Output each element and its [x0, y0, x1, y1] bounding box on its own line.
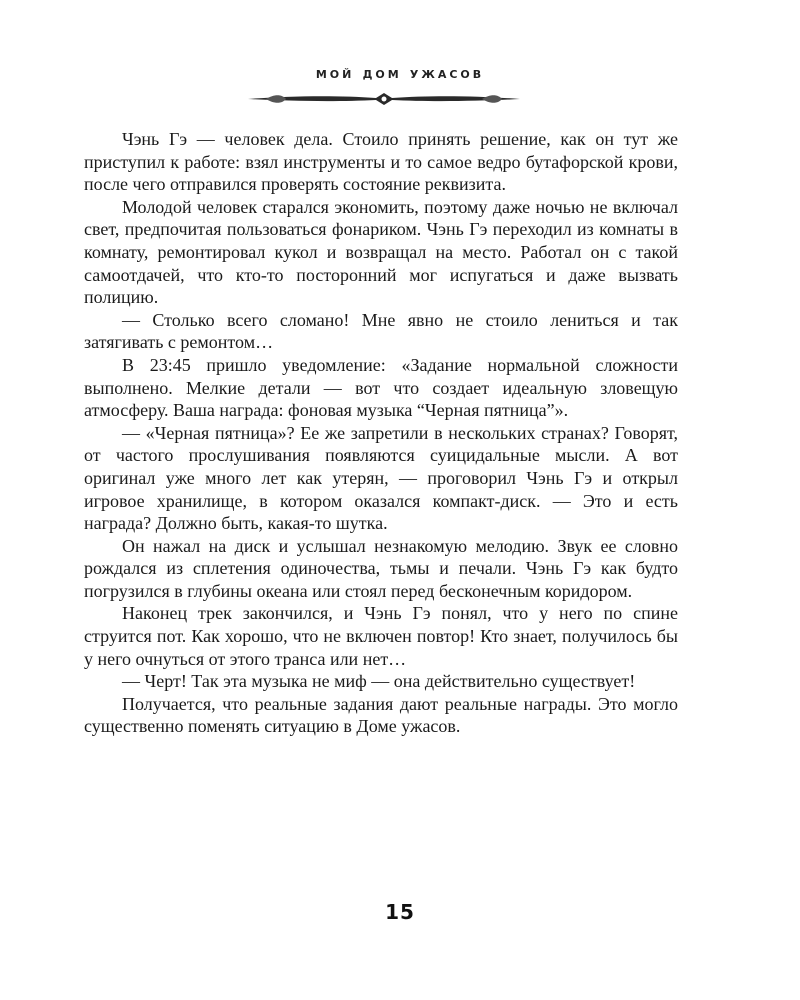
paragraph-3: — Столько всего сломано! Мне явно не стоило лениться и так затягивать с ремонтом… [84, 309, 678, 353]
paragraph-9: Получается, что реальные задания дают реальные награды. Это могло существенно поменять ситуацию в Доме ужасов. [84, 693, 678, 737]
paragraph-5: — «Черная пятница»? Ее же запретили в нескольких странах? Говорят, от частого прослушивания появляются суицидальные мысли. А вот оригинал уже много лет как утерян, — проговорил Чэнь Гэ и открыл игровое хранилище, в котором оказался компакт-диск. — Это и есть награда? Должно быть, какая-то шутка. [84, 422, 678, 534]
body-text [84, 128, 678, 738]
running-head-title: мой дом ужасов [315, 64, 485, 82]
paragraph-4: В 23:45 пришло уведомление: «Задание нормальной сложности выполнено. Мелкие детали — вот что создает идеальную зловещую атмосферу. Ваша награда: фоновая музыка “Черная пятница”». [84, 354, 678, 421]
paragraph-8: — Черт! Так эта музыка не миф — она действительно существует! [122, 671, 636, 692]
header-ornament [246, 90, 522, 108]
paragraph-1: Чэнь Гэ — человек дела. Стоило принять решение, как он тут же приступил к работе: взял инструменты и то самое ведро бутафорской крови, после чего отправился проверять состояние реквизита. [84, 129, 678, 195]
paragraph-7: Наконец трек закончился, и Чэнь Гэ понял, что у него по спине струится пот. Как хорошо, что не включен повтор! Кто знает, получилось бы у него очнуться от этого транса или нет… [84, 603, 678, 669]
page-number: 15 [385, 900, 415, 924]
paragraph-2: Молодой человек старался экономить, поэтому даже ночью не включал свет, предпочитая пользоваться фонариком. Чэнь Гэ переходил из комнаты в комнату, ремонтировал кукол и возвращал на место. Работал он с такой самоотдачей, что кто-то посторонний мог испугаться и даже вызвать полицию. [84, 196, 678, 308]
paragraph-6: Он нажал на диск и услышал незнакомую мелодию. Звук ее словно рождался из сплетения одиночества, тьмы и печали. Чэнь Гэ как будто погрузился в глубины океана или стоял перед бесконечным коридором. [84, 535, 678, 601]
